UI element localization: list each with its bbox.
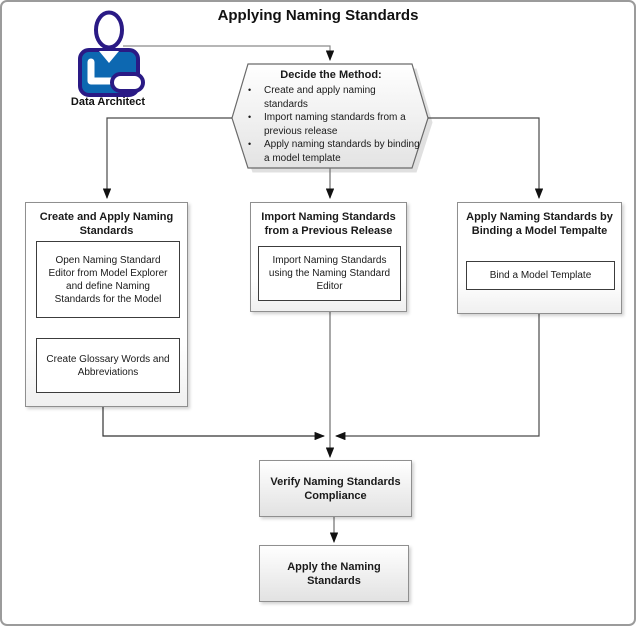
page-title: Applying Naming Standards bbox=[217, 7, 419, 24]
connector-left-branch-to-merge bbox=[103, 407, 324, 436]
decision-option bbox=[242, 138, 420, 165]
connector-decision-to-right-branch bbox=[428, 118, 539, 198]
decision-title: Decide the Method: bbox=[280, 69, 382, 81]
decision-option bbox=[242, 111, 420, 138]
step-box: Create Glossary Words and Abbreviations bbox=[36, 338, 180, 393]
branch-box-create-apply bbox=[25, 202, 188, 407]
actor-label: Data Architect bbox=[70, 96, 146, 108]
connector-right-branch-to-merge bbox=[336, 314, 539, 436]
decision-option bbox=[242, 84, 420, 111]
step-box: Import Naming Standards using the Naming Standard Editor bbox=[258, 246, 401, 301]
bullet-icon: • bbox=[248, 85, 252, 95]
decision-option-label: Create and apply naming standards bbox=[264, 85, 376, 110]
bullet-icon: • bbox=[248, 112, 252, 122]
step-box: Open Naming Standard Editor from Model Explorer and define Naming Standards for the Model bbox=[36, 241, 180, 318]
decision-options bbox=[242, 84, 420, 165]
branch-title: Create and Apply Naming Standards bbox=[39, 211, 174, 237]
bullet-icon: • bbox=[248, 139, 252, 149]
connector-actor-to-decision bbox=[123, 46, 330, 60]
branch-title: Import Naming Standards from a Previous Release bbox=[261, 211, 396, 237]
branch-box-bind-template bbox=[457, 202, 622, 314]
apply-standards-box: Apply the Naming Standards bbox=[259, 545, 409, 602]
step-box: Bind a Model Template bbox=[466, 261, 615, 290]
branch-title: Apply Naming Standards by Binding a Model Tempalte bbox=[466, 211, 613, 237]
connector-decision-to-left-branch bbox=[107, 118, 232, 198]
decision-panel bbox=[242, 68, 420, 165]
decision-option-label: Apply naming standards by binding a model template bbox=[264, 139, 420, 164]
verify-compliance-box: Verify Naming Standards Compliance bbox=[259, 460, 412, 517]
branch-box-import bbox=[250, 202, 407, 312]
decision-option-label: Import naming standards from a previous release bbox=[264, 112, 406, 137]
